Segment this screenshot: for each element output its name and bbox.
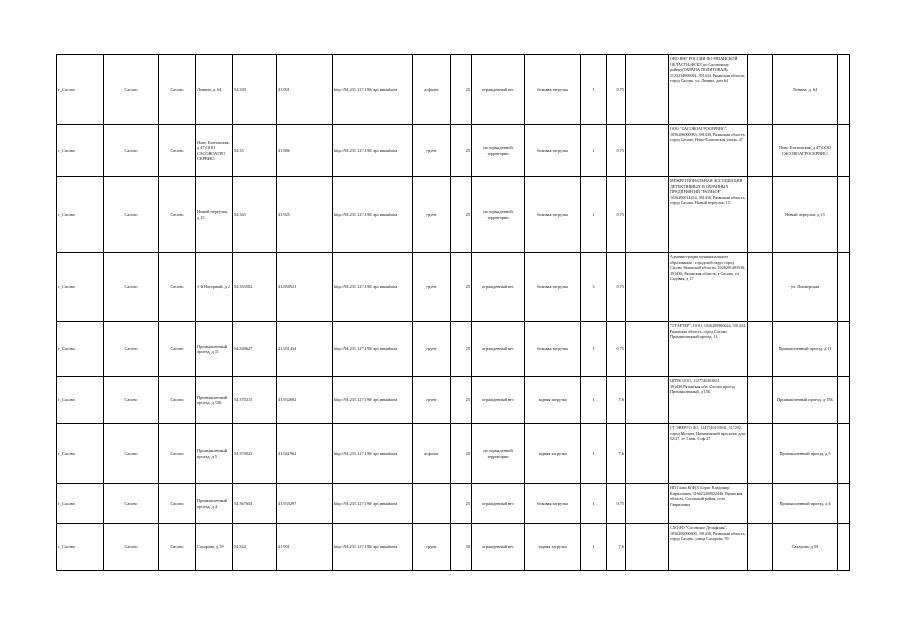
cell-url: http://94.231.127.190/ apt ивыяbona — [333, 253, 413, 322]
cell-area-m2: 30 — [451, 524, 472, 571]
cell-street: Промышленный проезд, д 11 — [196, 322, 233, 377]
table-body — [57, 55, 850, 571]
cell-volume: 0.75 — [607, 55, 626, 125]
cell-surface: грунт — [413, 377, 451, 424]
cell-empty — [626, 424, 669, 484]
cell-owner: ГТ ЭНЕРГО АО, 1147746193941, 117292, город Москва, Нахимовский проспект, дом 52/27, эт 1 ком. 6 оф 27 — [669, 424, 748, 484]
cell-count: 1 — [581, 377, 607, 424]
cell-owner: ОВО ВНГ РОССИИ ПО РЯЗАНСКОЙ ОБЛАСТИ»ФГКУ по Сасовскому району(ОХРАНА ПОЛИТОВАЯ), 1125234000092, 391434, Рязанская область, город Сасово, ул. Ленина, дом 64 — [669, 55, 748, 125]
cell-locality: Сасово — [159, 524, 196, 571]
cell-street: Промышленный проезд, д 4 — [196, 484, 233, 524]
cell-source: Промышленный проезд, д 15Б — [773, 377, 838, 424]
cell-empty — [838, 524, 850, 571]
cell-site-type: огражденный вес — [472, 524, 525, 571]
cell-empty — [838, 253, 850, 322]
cell-volume: 7.6 — [607, 524, 626, 571]
cell-area-m2: 25 — [451, 484, 472, 524]
cell-settlement: Сасово — [104, 424, 159, 484]
cell-locality: Сасово — [159, 322, 196, 377]
cell-volume: 0.75 — [607, 177, 626, 253]
cell-count: 1 — [581, 125, 607, 177]
cell-area: г_Сасово — [57, 55, 104, 125]
cell-area: г_Сасово — [57, 322, 104, 377]
cell-count: 1 — [581, 424, 607, 484]
cell-settlement: Сасово — [104, 253, 159, 322]
cell-count: 1 — [581, 55, 607, 125]
cell-empty — [626, 524, 669, 571]
table-row — [57, 253, 850, 322]
cell-volume: 7.6 — [607, 424, 626, 484]
cell-longitude: 41.932692 — [277, 377, 333, 424]
cell-empty — [748, 55, 773, 125]
cell-settlement: Сасово — [104, 524, 159, 571]
cell-area: г_Сасово — [57, 177, 104, 253]
cell-street: 1-й Нагорный, д 2 — [196, 253, 233, 322]
cell-area-m2: 25 — [451, 253, 472, 322]
cell-site-type: огражденный вес — [472, 253, 525, 322]
cell-latitude: 54.370023 — [233, 424, 277, 484]
cell-source: Ново Елатомская, д 47\ООО САСОВОАГРОСЕРВИС\ — [773, 125, 838, 177]
cell-surface: грунт — [413, 177, 451, 253]
cell-latitude: 54.333502 — [233, 253, 277, 322]
table-row — [57, 55, 850, 125]
cell-volume: 0.75 — [607, 253, 626, 322]
cell-latitude: 54.343 — [233, 177, 277, 253]
cell-url: http://94.231.127.190/ apt ивыяbona — [333, 177, 413, 253]
cell-surface: асфальт — [413, 55, 451, 125]
cell-street: Ленина, д. 64 — [196, 55, 233, 125]
cell-street: Промышленный проезд, д 15Б — [196, 377, 233, 424]
cell-longitude: 41.941962 — [277, 424, 333, 484]
cell-street: Ново Елатомская, д 47\ООО САСОВОАГРО СЕРВИС\ — [196, 125, 233, 177]
cell-latitude: 54.35 — [233, 125, 277, 177]
cell-street: Сахарова, д 59 — [196, 524, 233, 571]
cell-container-type: боковая загрузка — [525, 484, 581, 524]
cell-latitude: 54.367654 — [233, 484, 277, 524]
cell-empty — [748, 253, 773, 322]
cell-volume: 7.6 — [607, 377, 626, 424]
cell-site-type: на огражденной территории — [472, 125, 525, 177]
cell-locality: Сасово — [159, 484, 196, 524]
table-row — [57, 177, 850, 253]
table-row — [57, 424, 850, 484]
cell-area: г_Сасово — [57, 524, 104, 571]
cell-latitude: 54.349627 — [233, 322, 277, 377]
cell-empty — [838, 484, 850, 524]
table-row — [57, 377, 850, 424]
cell-settlement: Сасово — [104, 377, 159, 424]
cell-settlement: Сасово — [104, 125, 159, 177]
cell-area-m2: 25 — [451, 55, 472, 125]
cell-container-type: боковая загрузка — [525, 177, 581, 253]
cell-empty — [748, 524, 773, 571]
cell-count: 1 — [581, 524, 607, 571]
table-row — [57, 524, 850, 571]
cell-latitude: 54.339 — [233, 55, 277, 125]
cell-empty — [626, 125, 669, 177]
cell-empty — [626, 55, 669, 125]
cell-container-type: задняя загрузка — [525, 424, 581, 484]
cell-area-m2: 25 — [451, 125, 472, 177]
cell-locality: Сасово — [159, 125, 196, 177]
cell-locality: Сасово — [159, 424, 196, 484]
cell-longitude: 41.935297 — [277, 484, 333, 524]
cell-area: г_Сасово — [57, 484, 104, 524]
cell-container-type: задняя загрузка — [525, 377, 581, 424]
data-table — [56, 54, 850, 571]
cell-longitude: 41.901 — [277, 55, 333, 125]
cell-empty — [626, 177, 669, 253]
cell-surface — [413, 484, 451, 524]
cell-locality: Сасово — [159, 377, 196, 424]
cell-area-m2: 20 — [451, 424, 472, 484]
cell-site-type: огражденный вес — [472, 55, 525, 125]
cell-area: г_Сасово — [57, 424, 104, 484]
cell-count: 1 — [581, 322, 607, 377]
cell-area-m2: 25 — [451, 322, 472, 377]
cell-settlement: Сасово — [104, 322, 159, 377]
cell-empty — [838, 322, 850, 377]
table-row — [57, 484, 850, 524]
cell-source: Сахарова, д 59 — [773, 524, 838, 571]
cell-street: Новый переулок, д 15 — [196, 177, 233, 253]
cell-source: Промышленный проезд, д 5 — [773, 424, 838, 484]
cell-surface: грунт — [413, 253, 451, 322]
cell-locality: Сасово — [159, 177, 196, 253]
cell-owner: СХО РО "Сасовское Дельфины", 1056206000600, 391430, Рязанская область, город Сасово, улица Сахарова, 59 — [669, 524, 748, 571]
cell-settlement: Сасово — [104, 177, 159, 253]
cell-area-m2: 25 — [451, 177, 472, 253]
cell-longitude: 41.858921 — [277, 253, 333, 322]
cell-source: Ленина, д. 64 — [773, 55, 838, 125]
cell-owner: ЦПТК ООО, 1127746303841, 391430,Рязанская обл, Сасово,проезд Промышленный, д 15Б — [669, 377, 748, 424]
cell-volume: 0.75 — [607, 322, 626, 377]
cell-owner: "СТАРТЕР", ООО, 1026200960624, 391434, Рязанская область, город Сасово, Промышленный проезд, 11 — [669, 322, 748, 377]
cell-empty — [838, 377, 850, 424]
cell-count: 1 — [581, 484, 607, 524]
cell-url: http://94.231.127.190/ apt ивыяbona — [333, 484, 413, 524]
cell-site-type: на огражденной территории — [472, 177, 525, 253]
cell-volume: 0.75 — [607, 484, 626, 524]
cell-empty — [626, 484, 669, 524]
cell-empty — [748, 424, 773, 484]
cell-empty — [838, 55, 850, 125]
cell-longitude: 41.886 — [277, 125, 333, 177]
cell-url: http://94.231.127.190/ apt ивыяbona — [333, 55, 413, 125]
cell-site-type: огражденный вес — [472, 484, 525, 524]
cell-empty — [626, 322, 669, 377]
cell-latitude: 54.370215 — [233, 377, 277, 424]
cell-longitude: 41.901 — [277, 524, 333, 571]
cell-area: г_Сасово — [57, 253, 104, 322]
cell-surface: грунт — [413, 524, 451, 571]
cell-area: г_Сасово — [57, 377, 104, 424]
cell-owner: Администрация муниципального образования - городской округ город Сасово Рязанской области, 1026201403536, 391430, Рязанская область, г Сасово, ул Садовая, д 17 — [669, 253, 748, 322]
cell-longitude: 41.931434 — [277, 322, 333, 377]
cell-url: http://94.231.127.190/ apt ивыяbona — [333, 424, 413, 484]
cell-empty — [626, 253, 669, 322]
cell-settlement: Сасово — [104, 55, 159, 125]
cell-site-type: огражденный вес — [472, 377, 525, 424]
cell-empty — [748, 484, 773, 524]
cell-locality: Сасово — [159, 253, 196, 322]
cell-surface: грунт — [413, 125, 451, 177]
cell-empty — [748, 177, 773, 253]
cell-count: 3 — [581, 253, 607, 322]
cell-url: http://94.231.127.190/ apt ивыяbona — [333, 524, 413, 571]
cell-source: ул. Пионерская — [773, 253, 838, 322]
cell-empty — [838, 424, 850, 484]
cell-source: Новый переулок, д 15 — [773, 177, 838, 253]
cell-surface: грунт — [413, 322, 451, 377]
cell-empty — [748, 125, 773, 177]
cell-empty — [838, 177, 850, 253]
cell-settlement: Сасово — [104, 484, 159, 524]
cell-empty — [626, 377, 669, 424]
cell-container-type: боковая загрузка — [525, 322, 581, 377]
cell-url: http://94.231.127.190/ apt ивыяbona — [333, 125, 413, 177]
cell-container-type: боковая загрузка — [525, 253, 581, 322]
cell-empty — [748, 377, 773, 424]
cell-site-type: на огражденной территории — [472, 424, 525, 484]
cell-area-m2: 25 — [451, 377, 472, 424]
table-row — [57, 322, 850, 377]
cell-empty — [748, 322, 773, 377]
cell-longitude: 41.925 — [277, 177, 333, 253]
cell-url: http://94.231.127.190/ apt ивыяbona — [333, 322, 413, 377]
cell-container-type: задняя загрузка — [525, 524, 581, 571]
cell-area: г_Сасово — [57, 125, 104, 177]
cell-surface: асфальт — [413, 424, 451, 484]
cell-locality: Сасово — [159, 55, 196, 125]
cell-owner: МЕЖРЕГИОНАЛЬНАЯ АССОЦИАЦИЯ ДЕТЕКТИВНЫХ И ОХРАННЫХ ПРЕДПРИЯТИЙ "РАТИБОР", 1026200014454, 391430, Рязанская область, город Сасово, Новый переулок, 15 — [669, 177, 748, 253]
cell-source: Промышленный проезд, д 11 — [773, 322, 838, 377]
cell-count: 1 — [581, 177, 607, 253]
cell-container-type: боковая загрузка — [525, 125, 581, 177]
cell-source: Промышленный проезд, д 4 — [773, 484, 838, 524]
cell-site-type: огражденный вес — [472, 322, 525, 377]
cell-container-type: боковая загрузка — [525, 55, 581, 125]
cell-street: Промышленный проезд, д 5 — [196, 424, 233, 484]
cell-url: http://94.231.127.190/ apt ивыяbona — [333, 377, 413, 424]
cell-latitude: 54.344 — [233, 524, 277, 571]
table-row — [57, 125, 850, 177]
cell-empty — [838, 125, 850, 177]
cell-owner: ИП Глава К(Ф)Х Борис Владимир Кириллович 316623400022446, Рязанская область, Сасовский район, село Гавриловка — [669, 484, 748, 524]
cell-volume: 0.75 — [607, 125, 626, 177]
cell-owner: ООО "САСОВОАГРОСЕРВИС", 1056206000983, 391430, Рязанская область, город Сасово, Ново-Елатомская улица, 47 — [669, 125, 748, 177]
